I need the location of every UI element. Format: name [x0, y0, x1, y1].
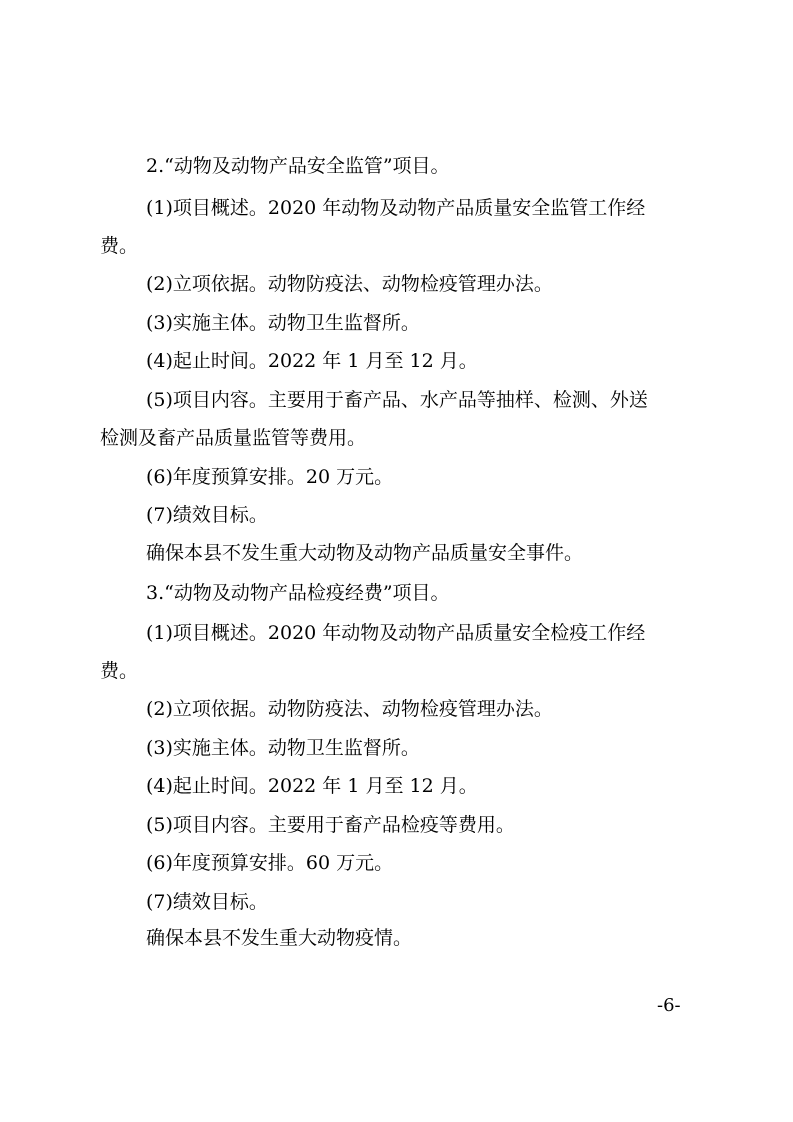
section-3-target-label: (7)绩效目标。: [146, 891, 268, 913]
section-3-period: (4)起止时间。2022 年 1 月至 12 月。: [146, 775, 478, 797]
section-3-overview-cont: 费。: [100, 660, 139, 682]
section-2-period: (4)起止时间。2022 年 1 月至 12 月。: [146, 350, 478, 372]
section-2-content-cont: 检测及畜产品质量监管等费用。: [100, 427, 367, 449]
section-3-target-text: 确保本县不发生重大动物疫情。: [146, 927, 413, 949]
section-2-heading: 2.“动物及动物产品安全监管”项目。: [146, 155, 450, 177]
section-3-content: (5)项目内容。主要用于畜产品检疫等费用。: [146, 814, 515, 836]
section-3-entity: (3)实施主体。动物卫生监督所。: [146, 737, 420, 759]
page-number: -6-: [657, 995, 681, 1016]
section-2-overview-cont: 费。: [100, 235, 139, 257]
section-3-basis: (2)立项依据。动物防疫法、动物检疫管理办法。: [146, 698, 553, 720]
section-2-overview: (1)项目概述。2020 年动物及动物产品质量安全监管工作经: [146, 197, 646, 219]
section-3-overview: (1)项目概述。2020 年动物及动物产品质量安全检疫工作经: [146, 622, 646, 644]
section-2-basis: (2)立项依据。动物防疫法、动物检疫管理办法。: [146, 273, 553, 295]
section-2-budget: (6)年度预算安排。20 万元。: [146, 466, 394, 488]
section-2-target-label: (7)绩效目标。: [146, 504, 268, 526]
section-2-content: (5)项目内容。主要用于畜产品、水产品等抽样、检测、外送: [146, 389, 648, 411]
section-2-entity: (3)实施主体。动物卫生监督所。: [146, 312, 420, 334]
section-3-heading: 3.“动物及动物产品检疫经费”项目。: [146, 582, 450, 604]
section-3-budget: (6)年度预算安排。60 万元。: [146, 852, 394, 874]
section-2-target-text: 确保本县不发生重大动物及动物产品质量安全事件。: [146, 542, 584, 564]
